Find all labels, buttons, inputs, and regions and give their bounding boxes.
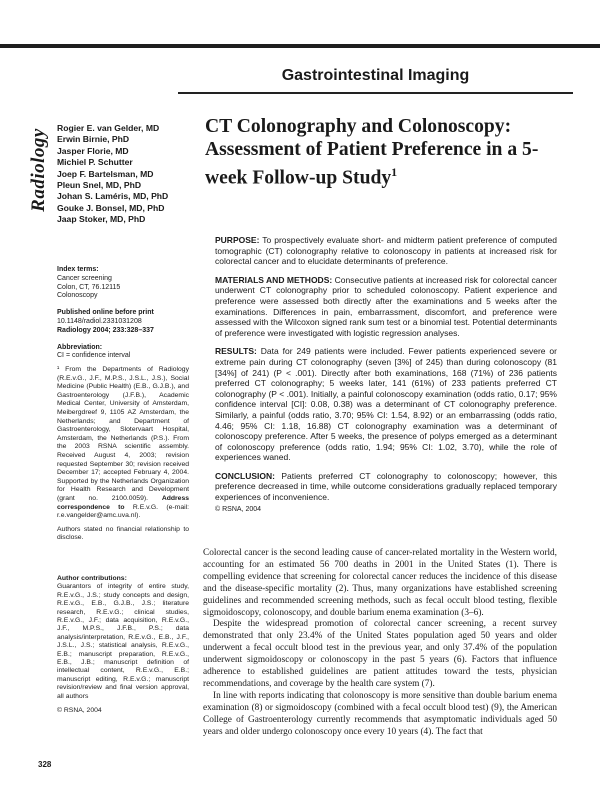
author: Joep F. Bartelsman, MD — [57, 168, 154, 179]
abbreviation-heading: Abbreviation: — [57, 343, 103, 351]
body-paragraph: In line with reports indicating that colonoscopy is more sensitive than double barium enema examination (8) or sigmoidoscopy (combined with a fecal occult blood test) (9), the American College of Gastroenterology currently recommends that asymptomatic individuals aged 50 years and older undergo colonoscopy once every 10 years (4). The fact that — [203, 690, 557, 737]
section-heading: Gastrointestinal Imaging — [281, 67, 470, 84]
author: Erwin Birnie, PhD — [57, 134, 130, 145]
abstract-copyright: © RSNA, 2004 — [215, 505, 262, 513]
journal-name — [28, 95, 50, 245]
article-title — [205, 115, 580, 190]
abbreviation: CI = confidence interval — [57, 352, 131, 360]
contributions-text: Guarantors of integrity of entire study, R.E.v.G., J.S.; study concepts and design, R.E.v.G., E.B., G.J.B., J.S.; literature research, R.E.v.G.; clinical studies, R.E.v.G., J.F.; data acquisition, R.E.v.G., J.F., M.P.S., J.F.B., P.S.; data analysis/interpretation, R.E.v.G., E.B., J.F., J.S.L., J.S.; statistical analysis, R.E.v.G., E.B.; manuscript preparation, R.E.v.G., E.B., J.B.; manuscript definition of intellectual content, R.E.v.G., E.B.; manuscript editing, R.E.v.G.; manuscript revision/review and final version approval, all authors — [57, 583, 189, 700]
correspondence-heading: Address correspondence to — [57, 494, 190, 511]
results-heading: RESULTS: — [215, 346, 257, 357]
article-body — [203, 548, 557, 739]
index-term: Colonoscopy — [57, 292, 98, 300]
published-heading: Published online before print — [57, 309, 154, 317]
body-paragraph: Despite the widespread promotion of colorectal cancer screening, a recent survey demonstrated that only 23.4% of the United States population aged 50 years and older underwent a fecal occult blood test in the previous year, and only 37.4% of the population underwent sigmoidoscopy or colonoscopy in the past 5 years (6). Factors that influence adherence to established guidelines are patient attitudes toward the tests, physician recommendations, and coverage by the health care system (7). — [203, 619, 557, 689]
author-list — [57, 123, 202, 226]
contributions-heading: Author contributions: — [57, 575, 127, 582]
sidebar-meta — [57, 266, 189, 369]
page-number: 328 — [38, 760, 52, 769]
sidebar-copyright: © RSNA, 2004 — [57, 707, 102, 715]
journal-name-text: Radiology — [28, 128, 49, 212]
author: Jaap Stoker, MD, PhD — [57, 214, 146, 225]
author: Jasper Florie, MD — [57, 145, 129, 156]
abstract-purpose — [215, 235, 557, 267]
author: Rogier E. van Gelder, MD — [57, 123, 160, 133]
header-bar — [0, 44, 600, 48]
index-terms — [57, 266, 189, 301]
doi: 10.1148/radiol.2331031208 — [57, 317, 142, 325]
index-terms-heading: Index terms: — [57, 266, 99, 273]
affiliation-text — [57, 366, 189, 521]
abstract-conclusion — [215, 471, 557, 503]
title-text: CT Colonography and Colonoscopy: Assessment of Patient Preference in a 5-week Follow-up Study — [205, 116, 539, 189]
affiliation-note — [57, 366, 189, 548]
citation: Radiology 2004; 233:328–337 — [57, 326, 154, 334]
author-contributions — [57, 575, 189, 716]
purpose-heading: PURPOSE: — [215, 235, 260, 245]
results-text: Data for 249 patients were included. Fewer patients experienced severe or extreme pain during CT colonography (seven [3%] of 245) than during colonoscopy (81 [34%] of 241) (P < .001). Directly after both examinations, 168 (71%) of 236 patients preferred CT colonography; 5 weeks later, 141 (61%) of 233 patients preferred CT colonography (P < .001). Initially, a painful colonoscopy examination (odds ratio, 0.17; 95% confidence interval [CI]: 0.08, 0.38) was a determinant of CT colonography preference. Similarly, a painful (odds ratio, 3.70; 95% CI: 1.54, 8.92) or an embarrassing (odds ratio, 4.46; 95% CI: 1.18, 16.88) CT colonography examination was a determinant of colonoscopy preference. After 5 weeks, the presence of polyps emerged as a determinant of colonoscopy preference (odds ratio, 1.94; 95% CI: 1.02, 3.70), while the role of experiences waned. — [215, 346, 557, 463]
disclosure: Authors stated no financial relationship to disclose. — [57, 525, 189, 542]
conclusion-text: Patients preferred CT colonography to colonoscopy; however, this preference decreased in time, while outcome considerations gradually replaced temporary experiences of inconvenience. — [215, 470, 557, 503]
correspondence: R.E.v.G. (e-mail: r.e.vangelder@amc.uva.nl). — [57, 503, 190, 520]
index-term: Colon, CT, 76.12115 — [57, 283, 121, 291]
body-paragraph: Colorectal cancer is the second leading cause of cancer-related mortality in the Western world, accounting for an estimated 56 700 deaths in 2001 in the United States (1). There is compelling evidence that screening for colorectal cancer reduces the incidence of this disease and the disease-specific mortality (2). Thus, many organizations have established screening guidelines and recommended screening methods, such as fecal occult blood testing, flexible sigmoidoscopy, colonoscopy, and double barium enema examination (3–6). — [203, 548, 557, 618]
index-term: Cancer screening — [57, 274, 112, 282]
conclusion-heading: CONCLUSION: — [215, 470, 275, 481]
abstract-methods — [215, 275, 557, 339]
author: Michiel P. Schutter — [57, 157, 133, 168]
author: Johan S. Laméris, MD, PhD — [57, 191, 169, 202]
section-rule — [178, 92, 573, 94]
title-footnote-mark: 1 — [391, 165, 398, 179]
purpose-text: To prospectively evaluate short- and midterm patient preference of computed tomographic (CT) colonography relative to colonoscopy in patients at increased risk for colorectal cancer and to elucidate determinants of preference. — [215, 235, 558, 267]
methods-heading: MATERIALS AND METHODS: — [215, 274, 333, 285]
abbreviations — [57, 344, 189, 362]
abstract — [215, 235, 557, 523]
author: Gouke J. Bonsel, MD, PhD — [57, 202, 165, 213]
author: Pleun Snel, MD, PhD — [57, 180, 142, 191]
publication-info — [57, 309, 189, 335]
methods-text: Consecutive patients at increased risk for colorectal cancer underwent CT colonography prior to scheduled colonoscopy. Patient experience and preference were assessed both directly after the examinations and 5 weeks after the examinations. Differences in pain, embarrassment, discomfort, and preference were assessed with the Wilcoxon signed rank sum test or a binomial test. Potential determinants of preference were investigated with logistic regression analyses. — [215, 274, 557, 338]
affiliation: ¹ From the Departments of Radiology (R.E.v.G., J.F., M.P.S., J.S.L., J.S.), Social Medicine (Public Health) (E.B., G.J.B.), and Gastroenterology (J.F.B.), Academic Medical Center, University of Amsterdam, Meibergdreef 9, 1105 AZ Amsterdam, the Netherlands; and Department of Gastroenterology, Slotervaart Hospital, Amsterdam, the Netherlands (P.S.). From the 2003 RSNA scientific assembly. Received August 4, 2003; revision requested September 30; revision received December 17; accepted February 4, 2004. Supported by the Netherlands Organization for Health Research and Development (grant no. 2100.0059). — [57, 366, 189, 502]
abstract-results — [215, 346, 557, 463]
